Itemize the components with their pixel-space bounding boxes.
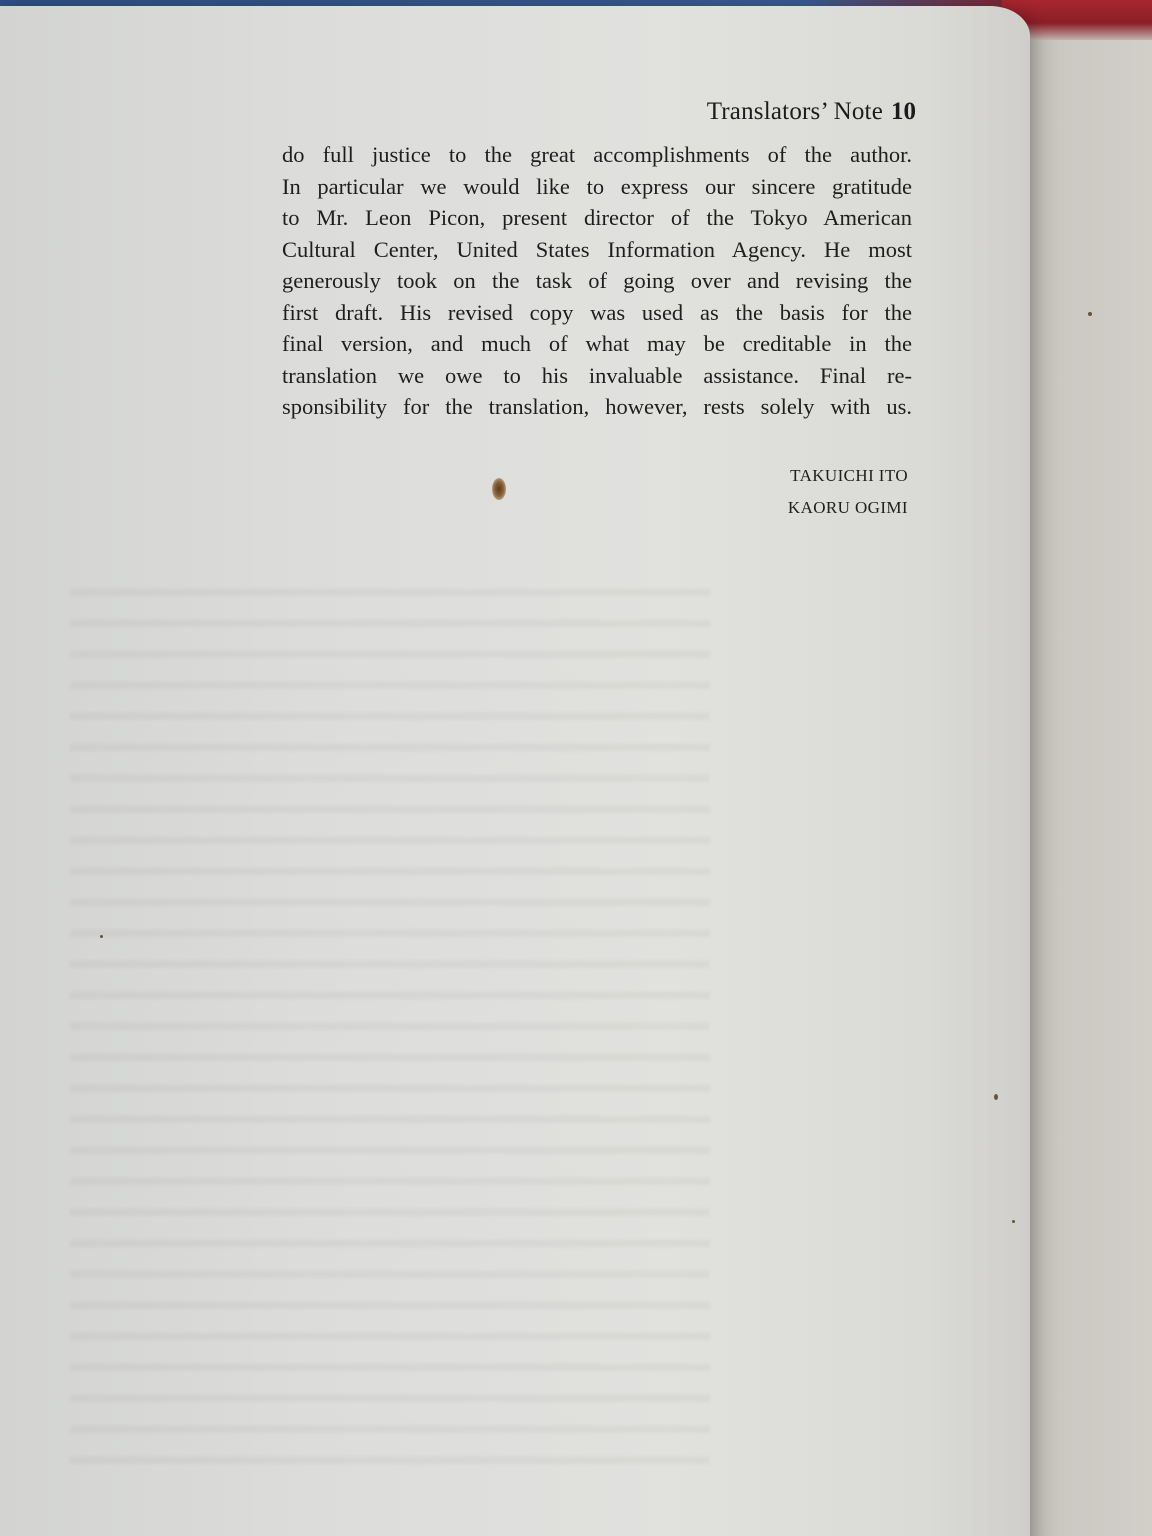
reverse-side-show-through [70, 566, 710, 1466]
body-line: translation we owe to his invaluable assistance. Final re- [282, 362, 912, 388]
body-paragraph [282, 139, 912, 423]
translator-name: KAORU OGIMI [787, 498, 908, 517]
running-header [660, 98, 916, 126]
translator-signatures [700, 460, 908, 524]
running-header-title: Translators’ Note [706, 98, 883, 125]
body-line: In particular we would like to express our sincere gratitude [282, 173, 912, 199]
body-line: final version, and much of what may be creditable in the [282, 331, 912, 356]
foxing-stain [492, 478, 506, 500]
body-line: first draft. His revised copy was used as the basis for the [282, 299, 912, 325]
adjacent-page-edge [1030, 40, 1152, 1536]
body-line: Cultural Center, United States Information Agency. He most [282, 236, 912, 262]
body-line: sponsibility for the translation, however, rests solely with us. [282, 394, 912, 419]
page-number: 10 [891, 98, 916, 125]
body-line: to Mr. Leon Picon, present director of the Tokyo American [282, 205, 912, 230]
dust-speck [994, 1094, 998, 1100]
body-line: do full justice to the great accomplishments of the author. [282, 142, 912, 167]
dust-speck [100, 935, 103, 938]
body-line: generously took on the task of going over and revising the [282, 268, 912, 293]
dust-speck [1088, 312, 1092, 316]
translator-name: TAKUICHI ITO [790, 466, 908, 485]
dust-speck [1012, 1220, 1015, 1223]
